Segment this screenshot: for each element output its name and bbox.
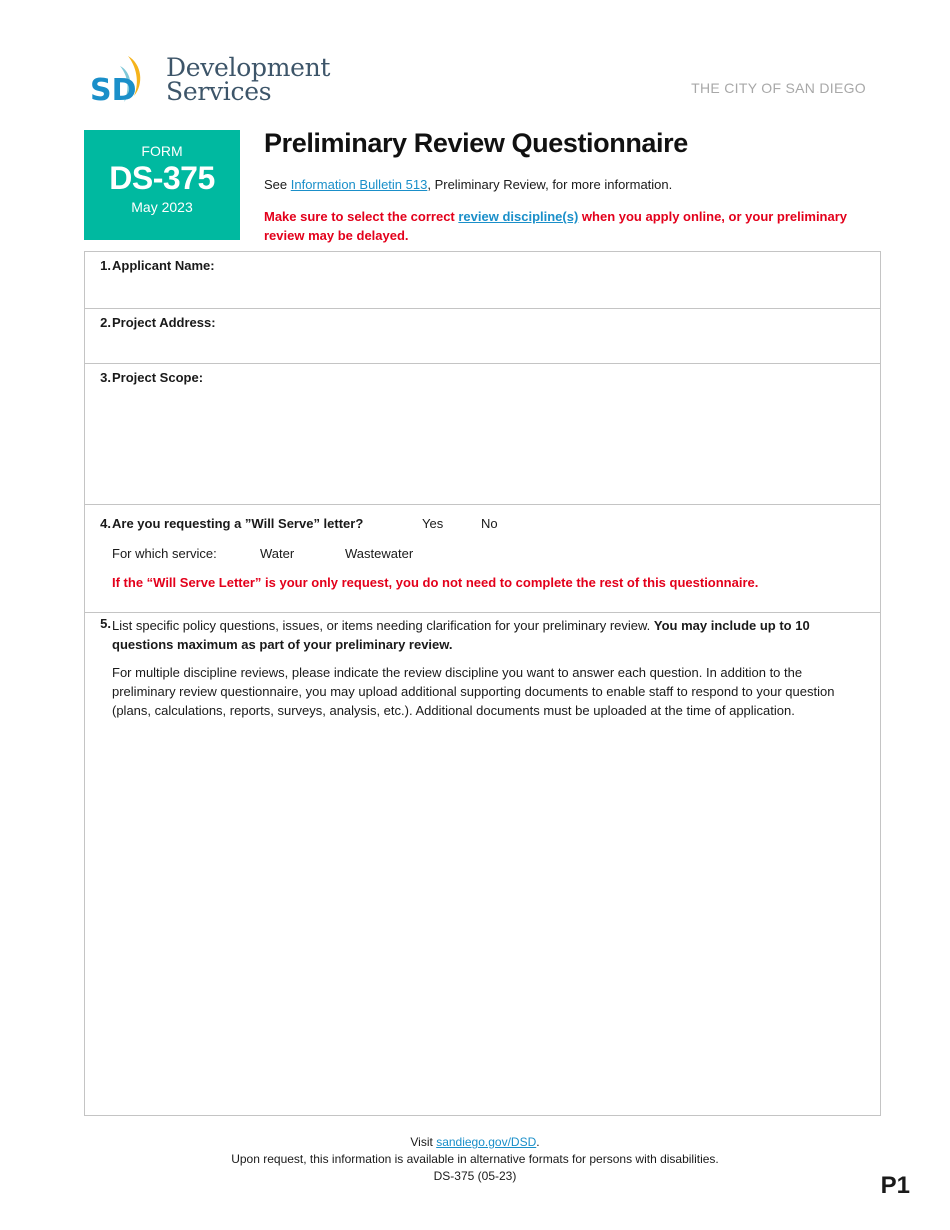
- service-question: [112, 546, 852, 561]
- will-serve-no-option[interactable]: No: [481, 516, 498, 531]
- will-serve-yes-option[interactable]: Yes: [422, 516, 444, 531]
- page-number: P1: [880, 1172, 910, 1199]
- applicant-name-label: Applicant Name:: [112, 258, 215, 273]
- page-title: Preliminary Review Questionnaire: [264, 128, 688, 158]
- footer-dsd-link[interactable]: sandiego.gov/DSD: [436, 1135, 537, 1149]
- footer: [0, 1134, 950, 1185]
- review-discipline-link[interactable]: review discipline(s): [458, 209, 579, 224]
- info-bulletin-link[interactable]: Information Bulletin 513: [290, 177, 428, 192]
- form-number: DS-375: [109, 160, 215, 196]
- service-label: For which service:: [112, 546, 217, 561]
- service-water-option[interactable]: Water: [260, 546, 295, 561]
- question-number: 3.: [100, 370, 111, 385]
- service-wastewater-option[interactable]: Wastewater: [345, 546, 414, 561]
- policy-questions-intro: [112, 616, 852, 654]
- form-date: May 2023: [131, 199, 193, 215]
- logo-line-2: Services: [166, 77, 272, 106]
- form-label: FORM: [141, 143, 183, 159]
- project-address-label: Project Address:: [112, 315, 216, 330]
- policy-questions-limit: You may include up to 10 questions maximum as part of your preliminary review.: [112, 618, 810, 652]
- footer-visit-line: [0, 1134, 950, 1151]
- warning-prefix: Make sure to select the correct: [264, 209, 459, 224]
- warning-text: [264, 207, 864, 245]
- question-number: 1.: [100, 258, 111, 273]
- question-row-applicant-name[interactable]: [85, 252, 880, 308]
- logo-line-1: Development: [166, 53, 331, 82]
- will-serve-question: [112, 516, 852, 531]
- warning-suffix: when you apply online, or your preliminary review may be delayed.: [264, 209, 848, 243]
- footer-period: .: [536, 1135, 540, 1149]
- form-badge: [84, 130, 240, 240]
- city-name: THE CITY OF SAN DIEGO: [691, 80, 866, 96]
- policy-questions-text: List specific policy questions, issues, or items needing clarification for your preliminary review.: [112, 618, 654, 633]
- question-row-project-address[interactable]: [85, 308, 880, 363]
- footer-form-code: DS-375 (05-23): [433, 1169, 517, 1183]
- info-line: [264, 177, 672, 192]
- logo: [90, 52, 330, 108]
- question-number: 5.: [100, 616, 111, 631]
- will-serve-note: If the “Will Serve Letter” is your only request, you do not need to complete the rest of this questionnaire.: [112, 575, 759, 590]
- question-number: 4.: [100, 516, 111, 531]
- questionnaire-table: [84, 251, 881, 1116]
- logo-text: [166, 53, 331, 106]
- footer-accessibility-note: Upon request, this information is available in alternative formats for persons with disabilities.: [231, 1152, 719, 1166]
- policy-questions-instructions: For multiple discipline reviews, please indicate the review discipline you want to answer each question. In addition to the preliminary review questionnaire, you may upload additional supporting documents to enable staff to respond to your question (plans, calculations, reports, surveys, analysis, etc.). Additional documents must be uploaded at the time of application.: [112, 665, 835, 718]
- project-scope-label: Project Scope:: [112, 370, 204, 385]
- question-row-will-serve: [85, 504, 880, 612]
- will-serve-label: Are you requesting a ”Will Serve” letter?: [112, 516, 364, 531]
- question-row-policy-questions[interactable]: [85, 612, 880, 1115]
- sd-logo-mark: [90, 52, 154, 108]
- info-prefix: See: [264, 177, 291, 192]
- question-row-project-scope[interactable]: [85, 363, 880, 504]
- footer-visit-prefix: Visit: [410, 1135, 437, 1149]
- info-suffix: , Preliminary Review, for more information.: [427, 177, 673, 192]
- logo-mark-text: SD: [90, 73, 137, 108]
- question-number: 2.: [100, 315, 111, 330]
